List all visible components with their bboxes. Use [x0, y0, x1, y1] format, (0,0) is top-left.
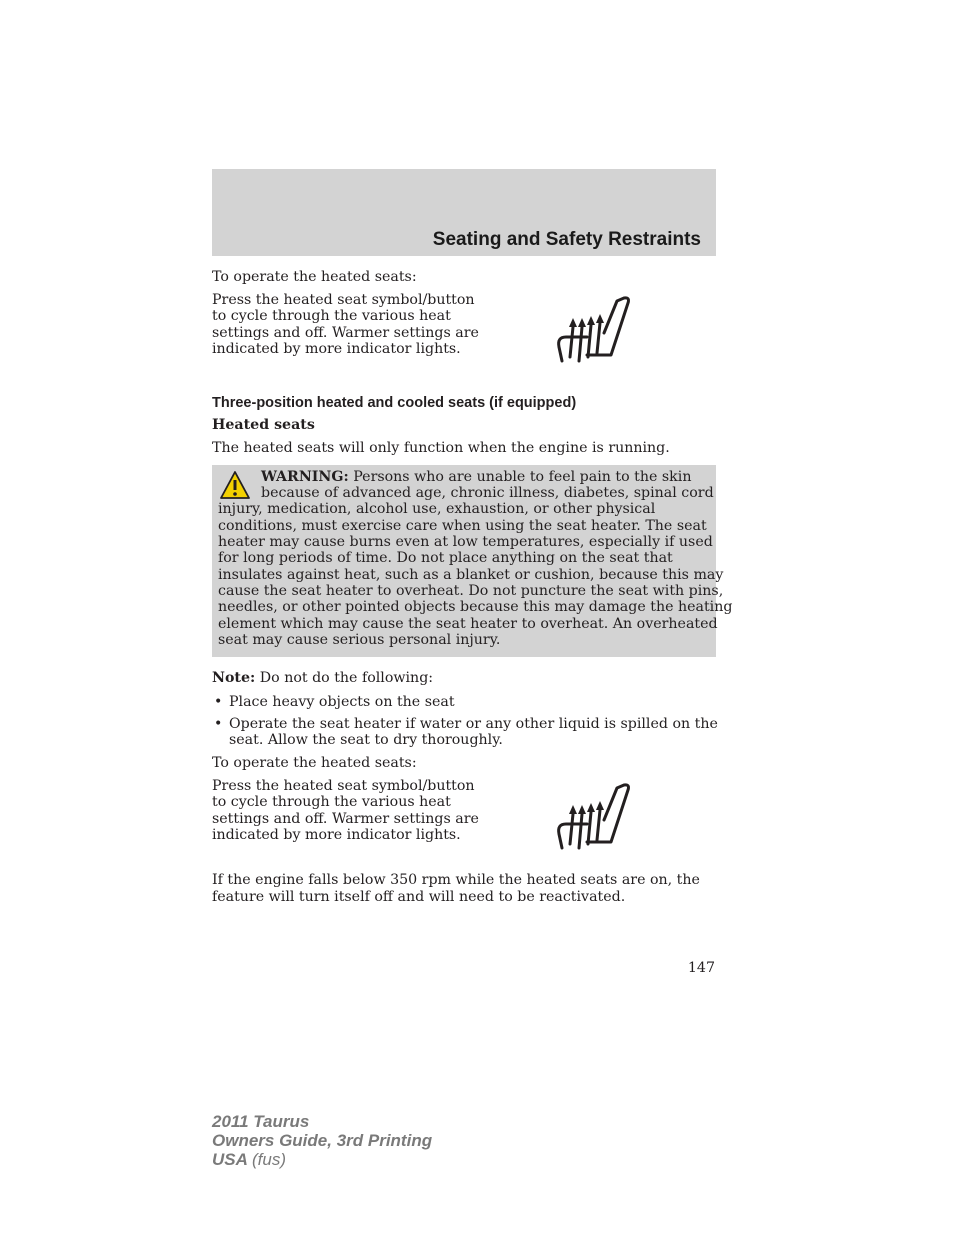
warning-text: because of advanced age, chronic illness, diabetes, spinal cord [261, 485, 714, 501]
footer-code: (fus) [252, 1150, 286, 1169]
warning-text: needles, or other pointed objects because this may damage the heating [218, 599, 733, 615]
footer [212, 1112, 432, 1169]
warning-first-line [261, 469, 691, 485]
footer-guide: Owners Guide, 3rd Printing [212, 1131, 433, 1150]
section-header-band [212, 169, 716, 256]
second-paragraph [212, 778, 479, 843]
warning-text: heater may cause burns even at low temperatures, especially if used [218, 534, 713, 550]
bullet-text: Operate the seat heater if water or any other liquid is spilled on the [229, 716, 718, 732]
warning-text: element which may cause the seat heater to overheat. An overheated [218, 616, 718, 632]
footer-country: USA [212, 1150, 248, 1169]
engine-rpm-text: If the engine falls below 350 rpm while the heated seats are on, the [212, 872, 700, 888]
warning-text: seat may cause serious personal injury. [218, 632, 501, 648]
warning-text: for long periods of time. Do not place anything on the seat that [218, 550, 673, 566]
intro-paragraph [212, 292, 479, 357]
heated-seat-icon [554, 782, 636, 852]
warning-text: Persons who are unable to feel pain to the skin [353, 469, 692, 485]
warning-text: injury, medication, alcohol use, exhaustion, or other physical [218, 501, 656, 517]
bullet-text: Place heavy objects on the seat [229, 694, 455, 710]
warning-text: cause the seat heater to overheat. Do not puncture the seat with pins, [218, 583, 724, 599]
note-line [212, 670, 433, 686]
paragraph-line: settings and off. Warmer settings are [212, 324, 479, 341]
warning-box [212, 465, 733, 657]
paragraph-line: indicated by more indicator lights. [212, 826, 461, 843]
section-title: Seating and Safety Restraints [432, 229, 701, 250]
paragraph-line: Press the heated seat symbol/button [212, 778, 475, 794]
heated-seats-heading: Heated seats [212, 417, 315, 433]
paragraph-line: to cycle through the various heat [212, 794, 451, 811]
paragraph-line: to cycle through the various heat [212, 308, 451, 325]
engine-rpm-text: feature will turn itself off and will need to be reactivated. [212, 889, 626, 905]
bullet-dot: • [214, 694, 223, 710]
operate-label: To operate the heated seats: [212, 755, 417, 771]
paragraph-line: settings and off. Warmer settings are [212, 810, 479, 827]
heated-seat-icon [554, 295, 636, 365]
section-subheading: Three-position heated and cooled seats (if equipped) [212, 395, 577, 411]
paragraph-line: Press the heated seat symbol/button [212, 292, 475, 308]
operate-label: To operate the heated seats: [212, 269, 417, 285]
footer-model: 2011 Taurus [212, 1112, 310, 1131]
warning-text: insulates against heat, such as a blanket or cushion, because this may [218, 567, 724, 583]
paragraph-line: indicated by more indicator lights. [212, 340, 461, 357]
note-label: Note: [212, 670, 256, 686]
footer-region [212, 1150, 432, 1169]
engine-running-note: The heated seats will only function when the engine is running. [212, 440, 670, 456]
warning-label: WARNING: [261, 469, 349, 485]
bullet-text: seat. Allow the seat to dry thoroughly. [229, 732, 503, 749]
page-number: 147 [687, 960, 715, 976]
note-text: Do not do the following: [259, 670, 434, 686]
warning-text: conditions, must exercise care when using the seat heater. The seat [218, 518, 707, 534]
bullet-dot: • [214, 716, 223, 732]
warning-triangle-icon [219, 470, 251, 500]
